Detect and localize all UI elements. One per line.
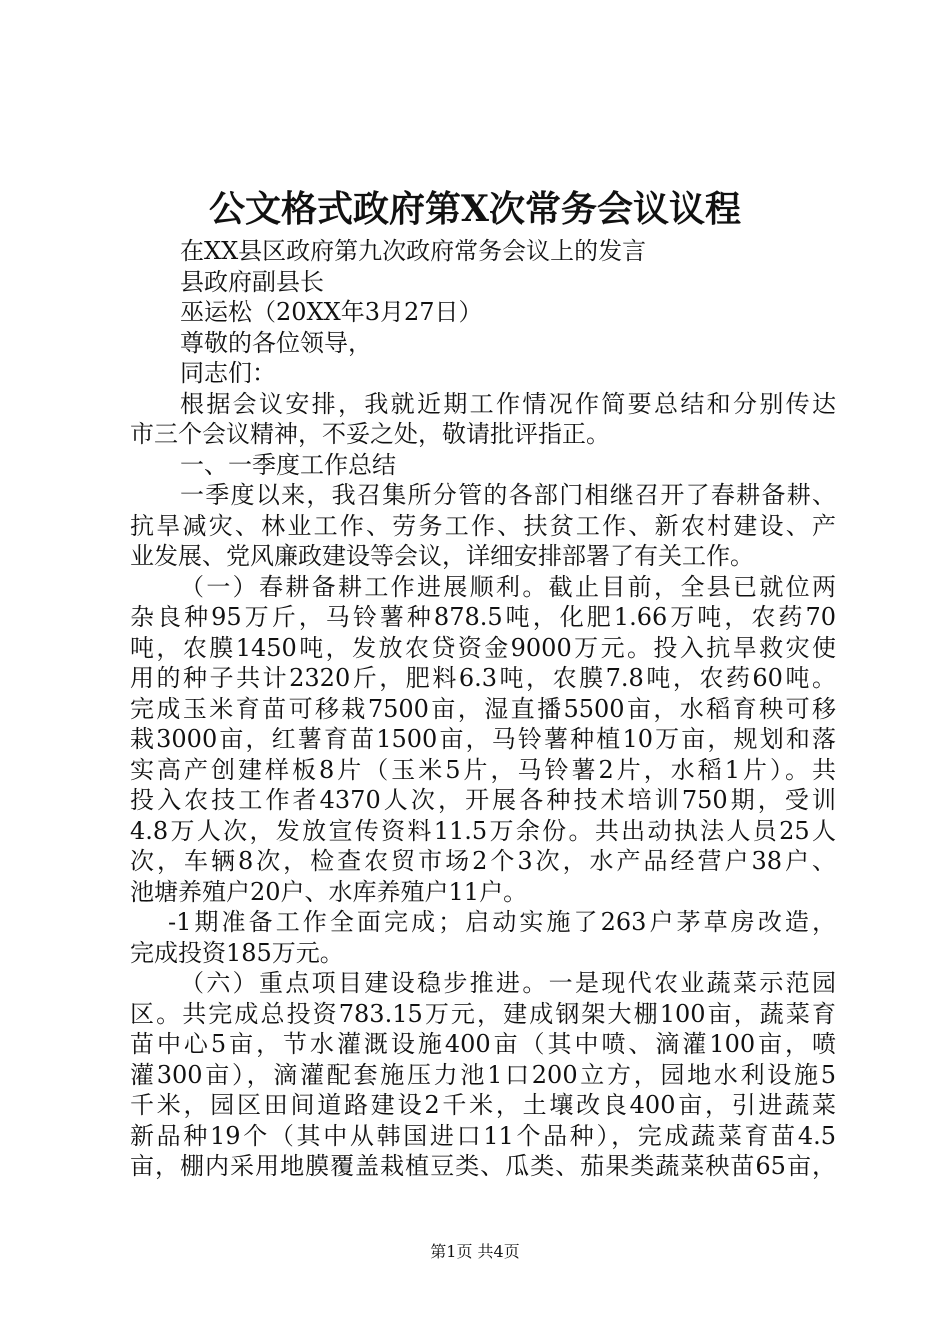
paragraph-line: 用的种子共计2320斤，肥料6.3吨，农膜7.8吨，农药60吨。 — [130, 664, 836, 692]
paragraph-line: 完成投资185万元。 — [130, 938, 344, 967]
paragraph-line: 区。共完成总投资783.15万元，建成钢架大棚100亩，蔬菜育 — [130, 999, 836, 1028]
paragraph-line: -1期准备工作全面完成；启动实施了263户茅草房改造， — [168, 908, 836, 936]
speaker-name-date: 巫运松（20XX年3月27日） — [180, 298, 483, 326]
paragraph-line: 次，车辆8次，检查农贸市场2个3次，水产品经营户38户、 — [130, 847, 836, 875]
paragraph-line: 实高产创建样板8片（玉米5片，马铃薯2片，水稻1片）。共 — [130, 755, 836, 784]
document-body — [130, 236, 836, 1182]
paragraph-line: 业发展、党风廉政建设等会议，详细安排部署了有关工作。 — [130, 542, 754, 570]
salutation: 尊敬的各位领导， — [180, 328, 372, 357]
paragraph-line: 一季度以来，我召集所分管的各部门相继召开了春耕备耕、 — [180, 481, 836, 509]
speech-heading: 在XX县区政府第九次政府常务会议上的发言 — [180, 237, 647, 265]
paragraph-line: 根据会议安排，我就近期工作情况作简要总结和分别传达 — [180, 389, 836, 418]
paragraph-line: 栽3000亩，红薯育苗1500亩，马铃薯种植10万亩，规划和落 — [130, 725, 836, 753]
paragraph-line: 千米，园区田间道路建设2千米，土壤改良400亩，引进蔬菜 — [130, 1091, 836, 1119]
page-number-footer: 第1页 共4页 — [430, 1242, 520, 1261]
paragraph-line: 完成玉米育苗可移栽7500亩，湿直播5500亩，水稻育秧可移 — [130, 694, 836, 723]
paragraph-line: 灌300亩），滴灌配套施压力池1口200立方，园地水利设施5 — [130, 1060, 836, 1089]
paragraph-line: 亩，棚内采用地膜覆盖栽植豆类、瓜类、茄果类蔬菜秧苗65亩， — [130, 1152, 836, 1180]
paragraph-line: 投入农技工作者4370人次，开展各种技术培训750期，受训 — [130, 786, 836, 814]
section-heading: 一、一季度工作总结 — [180, 450, 396, 479]
paragraph-line: （一）春耕备耕工作进展顺利。截止目前，全县已就位两 — [180, 572, 836, 601]
paragraph-line: 抗旱减灾、林业工作、劳务工作、扶贫工作、新农村建设、产 — [130, 511, 836, 540]
paragraph-line: 新品种19个（其中从韩国进口11个品种），完成蔬菜育苗4.5 — [130, 1121, 836, 1150]
document-title: 公文格式政府第X次常务会议议程 — [209, 188, 741, 230]
speaker-title: 县政府副县长 — [180, 267, 324, 296]
paragraph-line: 吨，农膜1450吨，发放农贷资金9000万元。投入抗旱救灾使 — [130, 633, 836, 662]
paragraph-line: 市三个会议精神，不妥之处，敬请批评指正。 — [130, 420, 610, 448]
paragraph-line: 苗中心5亩，节水灌溉设施400亩（其中喷、滴灌100亩，喷 — [130, 1030, 836, 1058]
paragraph-line: 池塘养殖户20户、水库养殖户11户。 — [130, 877, 528, 906]
paragraph-line: （六）重点项目建设稳步推进。一是现代农业蔬菜示范园 — [180, 969, 836, 997]
paragraph-line: 杂良种95万斤，马铃薯种878.5吨，化肥1.66万吨，农药70 — [130, 603, 836, 631]
salutation: 同志们： — [180, 359, 276, 387]
paragraph-line: 4.8万人次，发放宣传资料11.5万余份。共出动执法人员25人 — [130, 816, 836, 845]
